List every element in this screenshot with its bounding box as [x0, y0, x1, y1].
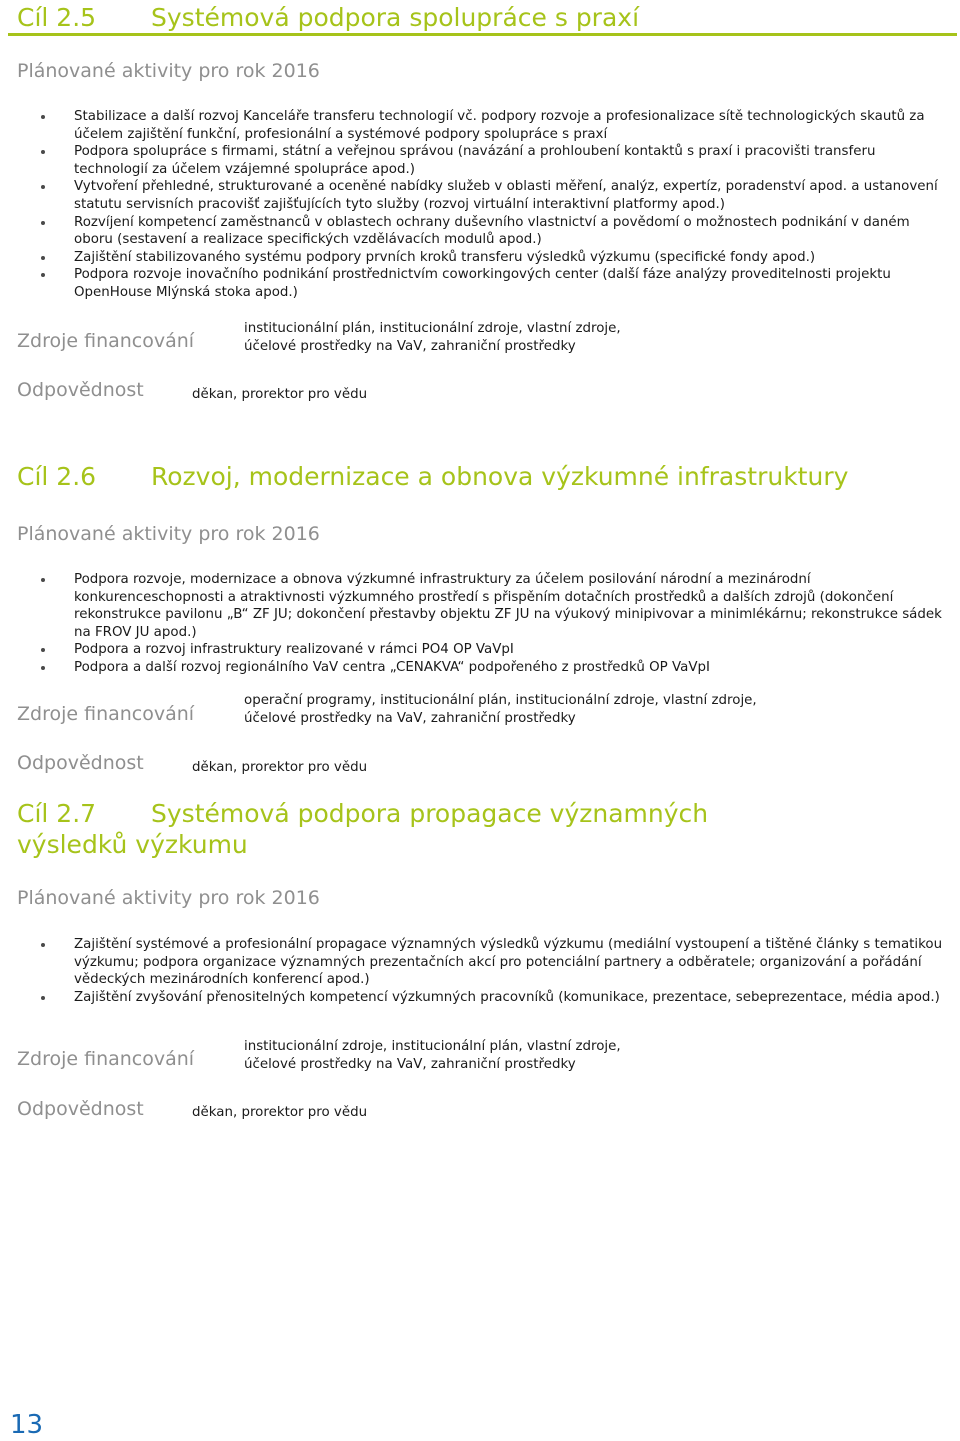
planned-activities-heading: Plánované aktivity pro rok 2016 — [17, 60, 320, 82]
responsibility-label: Odpovědnost — [17, 379, 144, 401]
list-item: Podpora a rozvoj infrastruktury realizované v rámci PO4 OP VaVpI — [74, 641, 944, 659]
funding-value — [244, 692, 757, 728]
planned-activities-heading: Plánované aktivity pro rok 2016 — [17, 887, 320, 909]
funding-line: účelové prostředky na VaV, zahraniční prostředky — [244, 1057, 576, 1072]
list-item: Zajištění zvyšování přenositelných kompetencí výzkumných pracovníků (komunikace, prezentace, sebeprezentace, média apod.) — [74, 989, 944, 1007]
goal-heading-2-7 — [17, 798, 737, 860]
funding-label: Zdroje financování — [17, 1048, 195, 1070]
funding-value — [244, 1038, 621, 1074]
goal-number: Cíl 2.5 — [17, 3, 97, 32]
responsibility-value: děkan, prorektor pro vědu — [192, 1105, 368, 1120]
funding-label: Zdroje financování — [17, 330, 195, 352]
activity-list — [74, 936, 944, 1006]
activity-list — [74, 571, 944, 677]
goal-number: Cíl 2.6 — [17, 462, 97, 491]
funding-label: Zdroje financování — [17, 703, 195, 725]
page-number: 13 — [10, 1410, 44, 1440]
goal-heading-2-5 — [17, 2, 639, 33]
funding-line: účelové prostředky na VaV, zahraniční prostředky — [244, 339, 576, 354]
goal-title: Systémová podpora spolupráce s praxí — [151, 3, 640, 32]
funding-value — [244, 320, 621, 356]
funding-line: institucionální zdroje, institucionální plán, vlastní zdroje, — [244, 1039, 621, 1054]
list-item: Vytvoření přehledné, strukturované a oceněné nabídky služeb v oblasti měření, analýz, expertíz, poradenství apod. a ustanovení statutu servisních pracovišť zajišťujících tyto služby (rozvoj virtuální interaktivní platformy apod.) — [74, 178, 944, 213]
list-item: Podpora rozvoje, modernizace a obnova výzkumné infrastruktury za účelem posilování národní a mezinárodní konkurenceschopnosti a atraktivnosti výzkumného prostředí s přispěním dotačních prostředků a dalších zdrojů (dokončení rekonstrukce pavilonu „B“ ZF JU; dokončení přestavby objektu ZF JU na výukový minipivovar a minimlékárnu; rekonstrukce sádek na FROV JU apod.) — [74, 571, 944, 641]
list-item: Podpora rozvoje inovačního podnikání prostřednictvím coworkingových center (další fáze analýzy proveditelnosti projektu OpenHouse Mlýnská stoka apod.) — [74, 266, 944, 301]
funding-line: operační programy, institucionální plán, institucionální zdroje, vlastní zdroje, — [244, 693, 757, 708]
activity-list — [74, 108, 944, 302]
goal-number: Cíl 2.7 — [17, 799, 97, 828]
planned-activities-heading: Plánované aktivity pro rok 2016 — [17, 523, 320, 545]
list-item: Rozvíjení kompetencí zaměstnanců v oblastech ochrany duševního vlastnictví a povědomí o možnostech podnikání v daném oboru (sestavení a realizace specifických vzdělávacích modulů apod.) — [74, 214, 944, 249]
list-item: Zajištění systémové a profesionální propagace významných výsledků výzkumu (mediální vystoupení a tištěné články s tematikou výzkumu; podpora organizace významných prezentačních akcí pro potenciální partnery a odběratele; organizování a pořádání vědeckých mezinárodních konferencí apod.) — [74, 937, 943, 988]
funding-line: institucionální plán, institucionální zdroje, vlastní zdroje, — [244, 321, 621, 336]
responsibility-label: Odpovědnost — [17, 752, 144, 774]
list-item: Podpora spolupráce s firmami, státní a veřejnou správou (navázání a prohloubení kontaktů s praxí i pracovišti transferu technologií za účelem vzájemné spolupráce apod.) — [74, 143, 944, 178]
list-item: Podpora a další rozvoj regionálního VaV centra „CENAKVA“ podpořeného z prostředků OP VaVpI — [74, 659, 944, 677]
heading-divider — [8, 33, 957, 36]
funding-line: účelové prostředky na VaV, zahraniční prostředky — [244, 711, 576, 726]
list-item: Zajištění stabilizovaného systému podpory prvních kroků transferu výsledků výzkumu (specifické fondy apod.) — [74, 249, 944, 267]
goal-heading-2-6 — [17, 461, 848, 492]
goal-title: Systémová podpora propagace významných výsledků výzkumu — [17, 799, 709, 859]
responsibility-value: děkan, prorektor pro vědu — [192, 387, 368, 402]
responsibility-value: děkan, prorektor pro vědu — [192, 760, 368, 775]
goal-title: Rozvoj, modernizace a obnova výzkumné infrastruktury — [151, 462, 849, 491]
list-item: Stabilizace a další rozvoj Kanceláře transferu technologií vč. podpory rozvoje a profesionalizace sítě technologických skautů za účelem zajištění funkční, profesionální a systémové podpory spolupráce s praxí — [74, 108, 944, 143]
responsibility-label: Odpovědnost — [17, 1098, 144, 1120]
